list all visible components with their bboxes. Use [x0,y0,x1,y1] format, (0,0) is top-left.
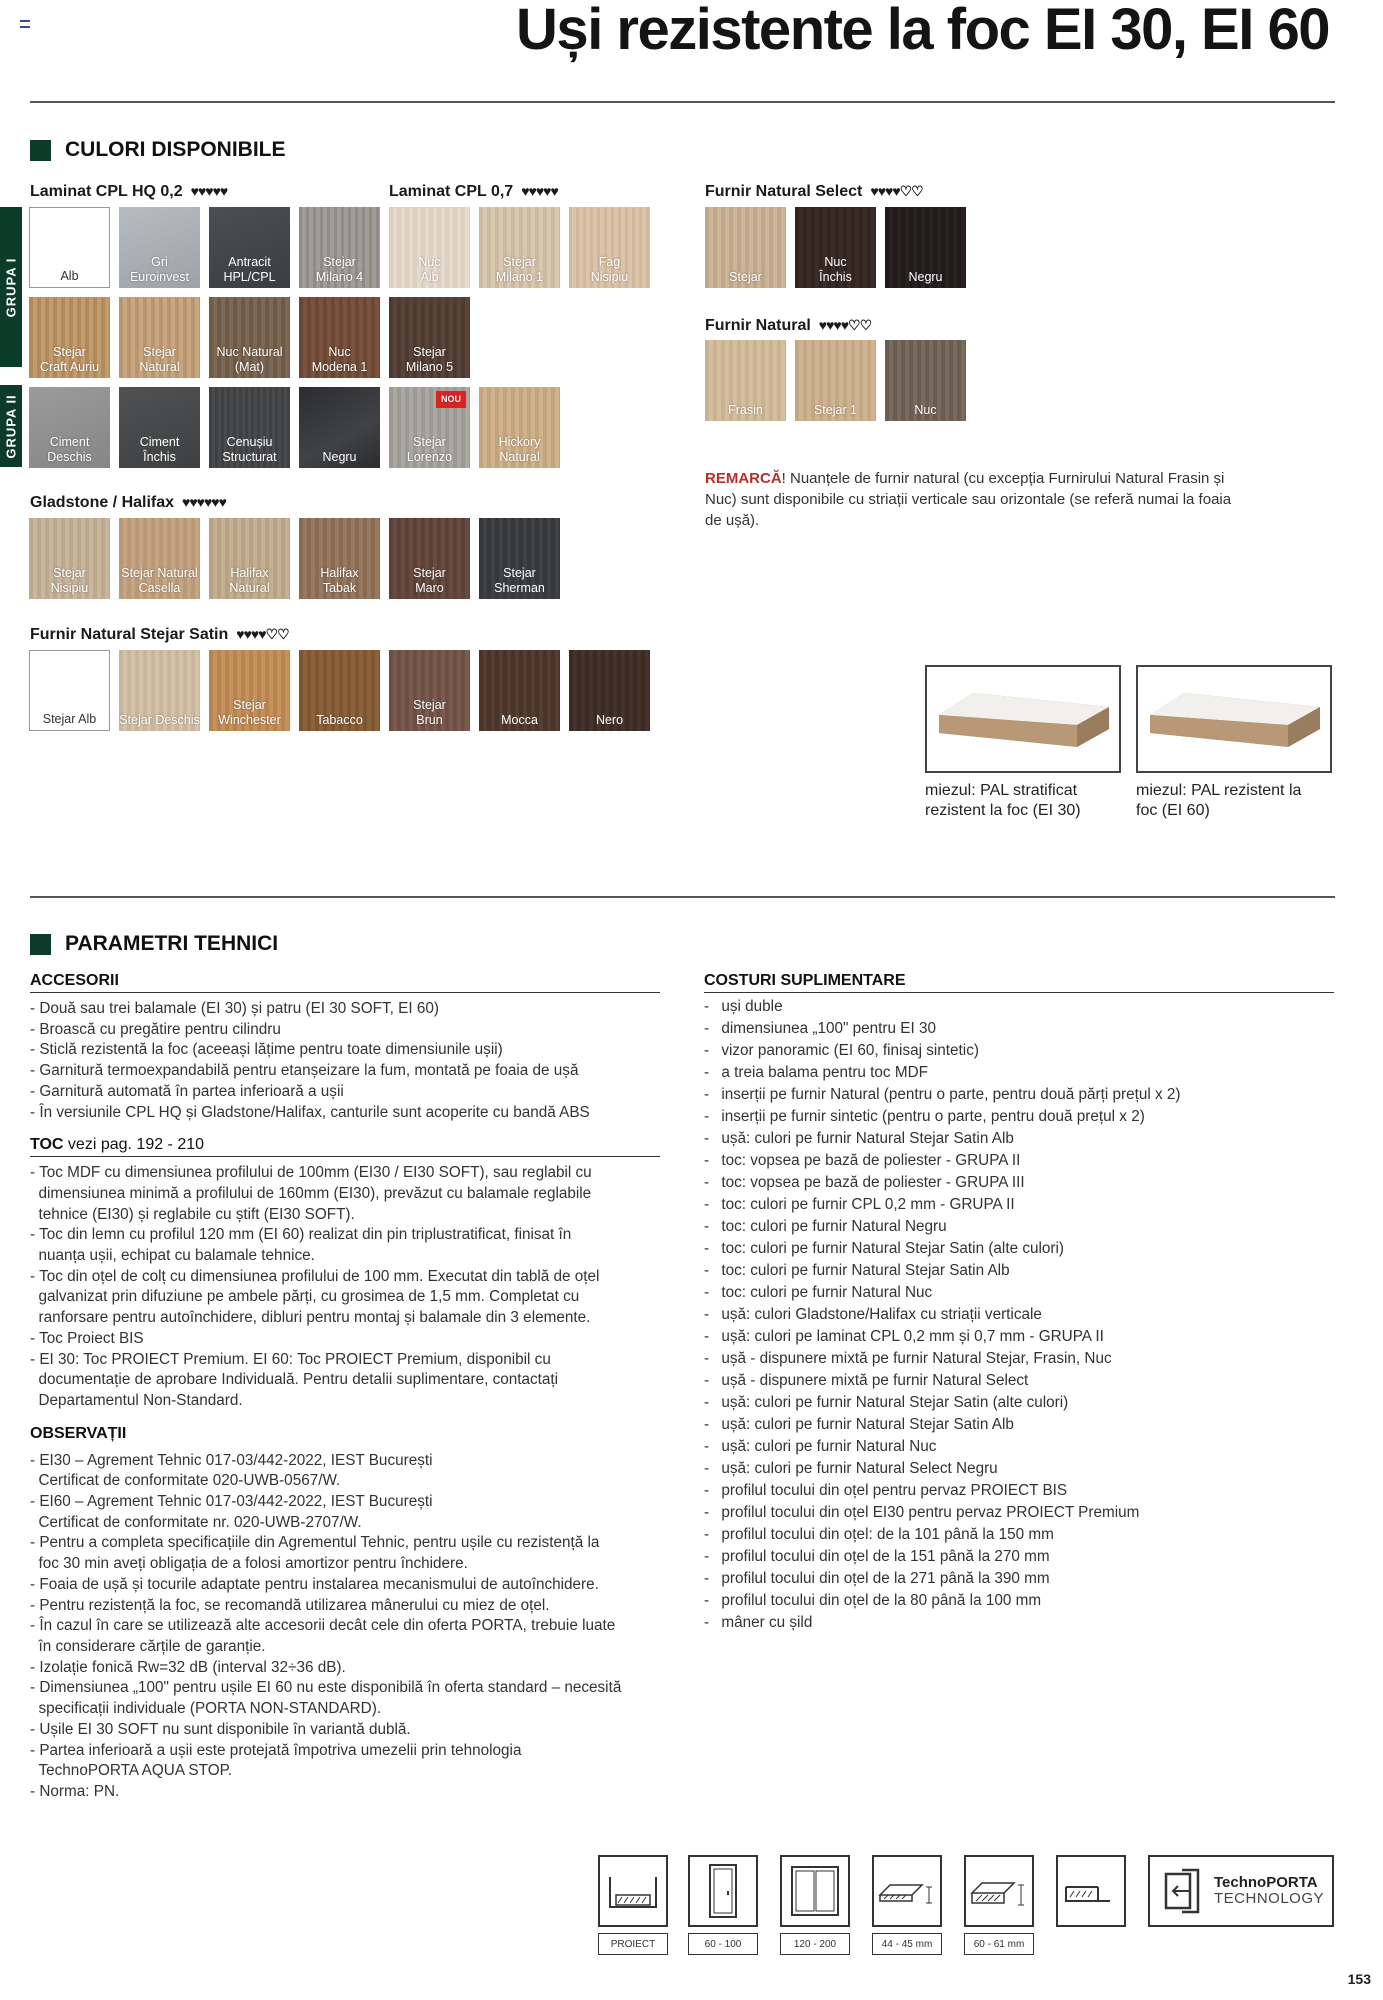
technoporta-line2: TECHNOLOGY [1214,1890,1325,1907]
swatch-stejar-craft[interactable] [29,297,110,378]
stejar-satin-label: Furnir Natural Stejar Satin [30,626,229,643]
swatch-sa-winchester[interactable] [209,650,290,731]
list-item: - uși duble [704,996,1334,1018]
swatch-label: Stejar Alb [42,712,97,726]
toc-heading [30,1136,660,1157]
swatch-label: Halifax Natural [229,566,270,595]
list-item: - toc: vopsea pe bază de poliester - GRUPA II [704,1150,1334,1172]
swatch-label: Stejar [729,270,762,284]
swatch-label: Stejar Milano 5 [405,345,454,374]
single-door-icon [688,1855,758,1927]
list-item: - vizor panoramic (EI 60, finisaj sintetic) [704,1040,1334,1062]
door-core-ei60-icon [1138,667,1330,771]
furnir-select-title [705,183,923,201]
list-item: - a treia balama pentru toc MDF [704,1062,1334,1084]
swatch-label: Ciment Închis [139,435,180,464]
remark-text: ! Nuanțele de furnir natural (cu excepția Furnirului Natural Frasin și Nuc) sunt disponibile cu striații verticale sau orizontale (se referă numai la foaia de ușă). [705,470,1232,529]
swatch-label: Stejar Winchester [218,698,281,727]
group1-tab [0,207,22,367]
laminat-hq-title [30,183,227,201]
swatch-sa-brun[interactable] [389,650,470,731]
swatch-label: Hickory Natural [498,435,541,464]
swatch-label: Nuc Natural (Mat) [216,345,283,374]
swatch-sa-tabacco[interactable] [299,650,380,731]
list-item: - profilul tocului din oțel: de la 101 până la 150 mm [704,1524,1334,1546]
core-ei60-image [1136,665,1332,773]
swatch-label: Fag Nisipiu [590,255,629,284]
group2-tab [0,385,22,467]
swatch-select-negru[interactable] [885,207,966,288]
page-title: Uși rezistente la foc EI 30, EI 60 [516,0,1329,62]
swatch-label: Alb [60,269,79,283]
swatch-stejar-milano5[interactable] [389,297,470,378]
accesorii-title: ACCESORII [30,972,119,989]
gladstone-title [30,494,226,512]
label-44-45: 44 - 45 mm [872,1933,942,1955]
list-item: - ușă: culori Gladstone/Halifax cu striații verticale [704,1304,1334,1326]
costuri-list [704,996,1334,1634]
swatch-gl-sherman[interactable] [479,518,560,599]
swatch-alb[interactable] [29,207,110,288]
list-item: - toc: culori pe furnir Natural Negru [704,1216,1334,1238]
swatch-label: Stejar Nisipiu [50,566,89,595]
swatch-select-nuc[interactable] [795,207,876,288]
swatch-sa-alb[interactable] [29,650,110,731]
core-ei30-image [925,665,1121,773]
costuri-heading [704,972,1334,993]
list-item: - profilul tocului din oțel de la 151 până la 270 mm [704,1546,1334,1568]
group1-label: GRUPA I [3,257,19,317]
section-divider [30,896,1335,898]
swatch-fn-nuc[interactable] [885,340,966,421]
list-item: - ușă: culori pe furnir Natural Nuc [704,1436,1334,1458]
swatch-label: Nuc Închis [819,255,852,284]
swatch-label: Stejar Milano 1 [495,255,544,284]
laminat-hq-label: Laminat CPL HQ 0,2 [30,183,183,200]
stejar-satin-title [30,626,289,644]
list-item: - toc: vopsea pe bază de poliester - GRUPA III [704,1172,1334,1194]
list-item: - dimensiunea „100" pentru EI 30 [704,1018,1334,1040]
swatch-label: Stejar Natural Casella [121,566,198,595]
furnir-natural-title [705,317,871,335]
swatch-label: Stejar Sherman [494,566,545,595]
swatch-cenusiu[interactable] [209,387,290,468]
swatch-ciment-inchis[interactable] [119,387,200,468]
rating-hearts-icon: ♥♥♥♥♥ [521,183,558,199]
label-60-61: 60 - 61 mm [964,1933,1034,1955]
aqua-stop-icon [1056,1855,1126,1927]
rating-hearts-icon: ♥♥♥♥♡♡ [236,626,289,642]
swatch-select-stejar[interactable] [705,207,786,288]
rating-hearts-icon: ♥♥♥♥♥♥ [182,494,226,510]
rating-hearts-icon: ♥♥♥♥♥ [190,183,228,199]
list-item: - ușă: culori pe furnir Natural Stejar Satin (alte culori) [704,1392,1334,1414]
laminat-07-label: Laminat CPL 0,7 [389,183,514,200]
list-item: - ușă: culori pe furnir Natural Select Negru [704,1458,1334,1480]
list-item: - inserții pe furnir sintetic (pentru o parte, pentru două prețul x 2) [704,1106,1334,1128]
swatch-stejar-natural[interactable] [119,297,200,378]
swatch-label: Stejar Brun [413,698,446,727]
list-item: - toc: culori pe furnir CPL 0,2 mm - GRUPA II [704,1194,1334,1216]
rating-hearts-icon: ♥♥♥♥♡♡ [818,317,872,333]
swatch-ciment-deschis[interactable] [29,387,110,468]
swatch-label: Antracit HPL/CPL [223,255,276,284]
toc-title: TOC [30,1136,64,1154]
swatch-label: Stejar Craft Auriu [39,345,100,374]
colors-heading-label: CULORI DISPONIBILE [65,138,286,161]
accesorii-text: - Două sau trei balamale (EI 30) și patru (EI 30 SOFT, EI 60) - Broască cu pregătire pentru cilindru - Sticlă rezistentă la foc (aceeași lățime pentru toate dimensiunile ușii) - Garnitură termoexpandabilă pentru etanșeizare la fum, montată pe foaia de ușă - Garnitură automată în partea inferioară a ușii - În versiunile CPL HQ și Gladstone/Halifax, canturile sunt acoperite cu bandă ABS [30,1000,590,1121]
core-ei60-caption: miezul: PAL rezistent la foc (EI 60) [1136,782,1302,819]
observatii-title: OBSERVAȚII [30,1424,127,1442]
toc-page-ref: vezi pag. 192 - 210 [63,1136,205,1154]
swatch-stejar-milano4[interactable] [299,207,380,288]
swatch-negru[interactable] [299,387,380,468]
list-item: - ușă - dispunere mixtă pe furnir Natural Select [704,1370,1334,1392]
observatii-bold-aqua: - Partea inferioară a ușii este protejată împotriva umezelii prin tehnologia TechnoPORTA AQUA STOP. [30,1741,522,1780]
swatch-gl-stejar-maro[interactable] [389,518,470,599]
swatch-label: Stejar Maro [413,566,446,595]
list-item: - toc: culori pe furnir Natural Nuc [704,1282,1334,1304]
swatch-gl-stejar-nisipiu[interactable] [29,518,110,599]
list-item: - profilul tocului din oțel de la 80 până la 100 mm [704,1590,1334,1612]
technoporta-logo [1148,1855,1334,1927]
page-number: 153 [1347,1971,1371,1987]
list-item: - ușă: culori pe furnir Natural Stejar Satin Alb [704,1128,1334,1150]
menu-icon[interactable] [20,20,30,28]
list-item: - profilul tocului din oțel EI30 pentru pervaz PROIECT Premium [704,1502,1334,1524]
laminat-07-title [389,183,558,201]
observatii-text: - EI30 – Agrement Tehnic 017-03/442-2022, IEST București Certificat de conformitate 020-UWB-0567/W. - EI60 – Agrement Tehnic 017-03/442-2022, IEST București Certificat de conformitate nr. 020-UWB-2707/W. - Pentru a completa specificațiile din Agrementul Tehnic, pentru ușile cu rezistență la foc 30 min aveți obligația de a folosi amortizor pentru închidere. - Foaia de ușă și tocurile adaptate pentru instalarea mecanismului de autoînchidere. - Pentru rezistență la foc, se recomandă utilizarea mânerului cu miez de oțel. - În cazul în care se utilizează alte accesorii decât cele din oferta PORTA, trebuie luate în considerare cărțile de garanție. - Izolație fonică Rw=32 dB (interval 32÷36 dB). - Dimensiunea „100" pentru ușile EI 60 nu este disponibilă în oferta standard – necesită specificații individuale (PORTA NON-STANDARD). - Ușile EI 30 SOFT nu sunt disponibile în variantă dublă. [30,1451,622,1738]
colors-heading [30,138,286,162]
swatch-stejar-lorenzo[interactable] [389,387,470,468]
thickness-44-icon [872,1855,942,1927]
swatch-nuc-modena[interactable] [299,297,380,378]
list-item: - profilul tocului din oțel pentru pervaz PROIECT BIS [704,1480,1334,1502]
swatch-gl-casella[interactable] [119,518,200,599]
rating-hearts-icon: ♥♥♥♥♡♡ [870,183,923,199]
swatch-label: Nuc [914,403,937,417]
left-column [30,972,660,1803]
swatch-antracit[interactable] [209,207,290,288]
proiect-frame-icon [598,1855,668,1927]
swatch-stejar-milano1[interactable] [479,207,560,288]
swatch-label: Nuc Alb [418,255,441,284]
furnir-natural-label: Furnir Natural [705,317,811,334]
swatch-hickory[interactable] [479,387,560,468]
swatch-label: Mocca [501,713,538,727]
list-item: - mâner cu șild [704,1612,1334,1634]
swatch-sa-nero[interactable] [569,650,650,731]
list-item: - toc: culori pe furnir Natural Stejar Satin Alb [704,1260,1334,1282]
thickness-60-icon [964,1855,1034,1927]
swatch-sa-deschis[interactable] [119,650,200,731]
tech-heading [30,932,278,956]
section-square-icon [30,140,51,161]
observatii-heading [30,1425,660,1445]
swatch-label: Stejar Deschis [119,713,200,727]
list-item: - toc: culori pe furnir Natural Stejar Satin (alte culori) [704,1238,1334,1260]
costuri-title: COSTURI SUPLIMENTARE [704,972,906,989]
swatch-label: Tabacco [316,713,363,727]
list-item: - ușă - dispunere mixtă pe furnir Natural Stejar, Frasin, Nuc [704,1348,1334,1370]
swatch-gl-halifax-tabak[interactable] [299,518,380,599]
swatch-label: Frasin [728,403,763,417]
observatii-bold-norma: - Norma: PN. [30,1782,120,1800]
swatch-label: Stejar Lorenzo [406,435,453,464]
remark-label: REMARCĂ [705,470,782,487]
label-120-200: 120 - 200 [780,1933,850,1955]
section-square-icon [30,934,51,955]
swatch-nuc-alb[interactable] [389,207,470,288]
tech-heading-label: PARAMETRI TEHNICI [65,932,279,955]
list-item: - ușă: culori pe furnir Natural Stejar Satin Alb [704,1414,1334,1436]
list-item: - inserții pe furnir Natural (pentru o parte, pentru două părți prețul x 2) [704,1084,1334,1106]
right-column [704,972,1334,1634]
swatch-fn-frasin[interactable] [705,340,786,421]
swatch-label: Gri Euroinvest [129,255,190,284]
swatch-label: Stejar Milano 4 [315,255,364,284]
toc-text: - Toc MDF cu dimensiunea profilului de 100mm (EI30 / EI30 SOFT), sau reglabil cu dimensiunea minimă a profilului de 160mm (EI30), prevăzut cu balamale reglabile tehnice (EI30) și reglabile cu știft (EI30 SOFT). - Toc din lemn cu profilul 120 mm (EI 60) realizat din pin triplustratificat, finisat în nuanța ușii, echipat cu balamale tehnice. - Toc din oțel de colț cu dimensiunea profilului de 100 mm. Executat din tablă de oțel galvanizat prin difuziune pe ambele părți, cu grosimea de 1,5 mm. Completat cu ranforsare pentru autoînchidere, dibluri pentru montaj și balamale din 3 elemente. - Toc Proiect BIS - EI 30: Toc PROIECT Premium. EI 60: Toc PROIECT Premium, disponibil cu documentație de aprobare Individuală. Pentru detalii suplimentare, contactați Departamentul Non-Standard. [30,1164,600,1409]
swatch-gri[interactable] [119,207,200,288]
swatch-gl-halifax-natural[interactable] [209,518,290,599]
gladstone-label: Gladstone / Halifax [30,494,175,511]
swatch-label: Nuc Modena 1 [311,345,368,374]
header-divider [30,101,1335,103]
label-proiect: PROIECT [598,1933,668,1955]
swatch-label: Cenușiu Structurat [222,435,277,464]
swatch-sa-mocca[interactable] [479,650,560,731]
label-60-100: 60 - 100 [688,1933,758,1955]
accesorii-heading [30,972,660,993]
technoporta-icon [1160,1866,1204,1916]
swatch-label: Halifax Tabak [320,566,359,595]
furnir-select-label: Furnir Natural Select [705,183,863,200]
swatch-label: Negru [322,450,357,464]
door-core-ei30-icon [927,667,1119,771]
core-ei30-caption: miezul: PAL stratificat rezistent la foc (EI 30) [925,782,1081,819]
remark-note [705,468,1250,531]
swatch-label: Nero [595,713,624,727]
group2-label: GRUPA II [3,393,19,459]
swatch-fag-nisipiu[interactable] [569,207,650,288]
technoporta-line1: TechnoPORTA [1214,1874,1318,1891]
double-door-icon [780,1855,850,1927]
swatch-label: Negru [908,270,943,284]
swatch-label: Ciment Deschis [47,435,92,464]
swatch-nuc-natural[interactable] [209,297,290,378]
swatch-fn-stejar[interactable] [795,340,876,421]
swatch-label: Stejar Natural [139,345,180,374]
list-item: - ușă: culori pe laminat CPL 0,2 mm și 0,7 mm - GRUPA II [704,1326,1334,1348]
swatch-label: Stejar 1 [813,403,858,417]
new-badge: NOU [436,391,466,408]
list-item: - profilul tocului din oțel de la 271 până la 390 mm [704,1568,1334,1590]
